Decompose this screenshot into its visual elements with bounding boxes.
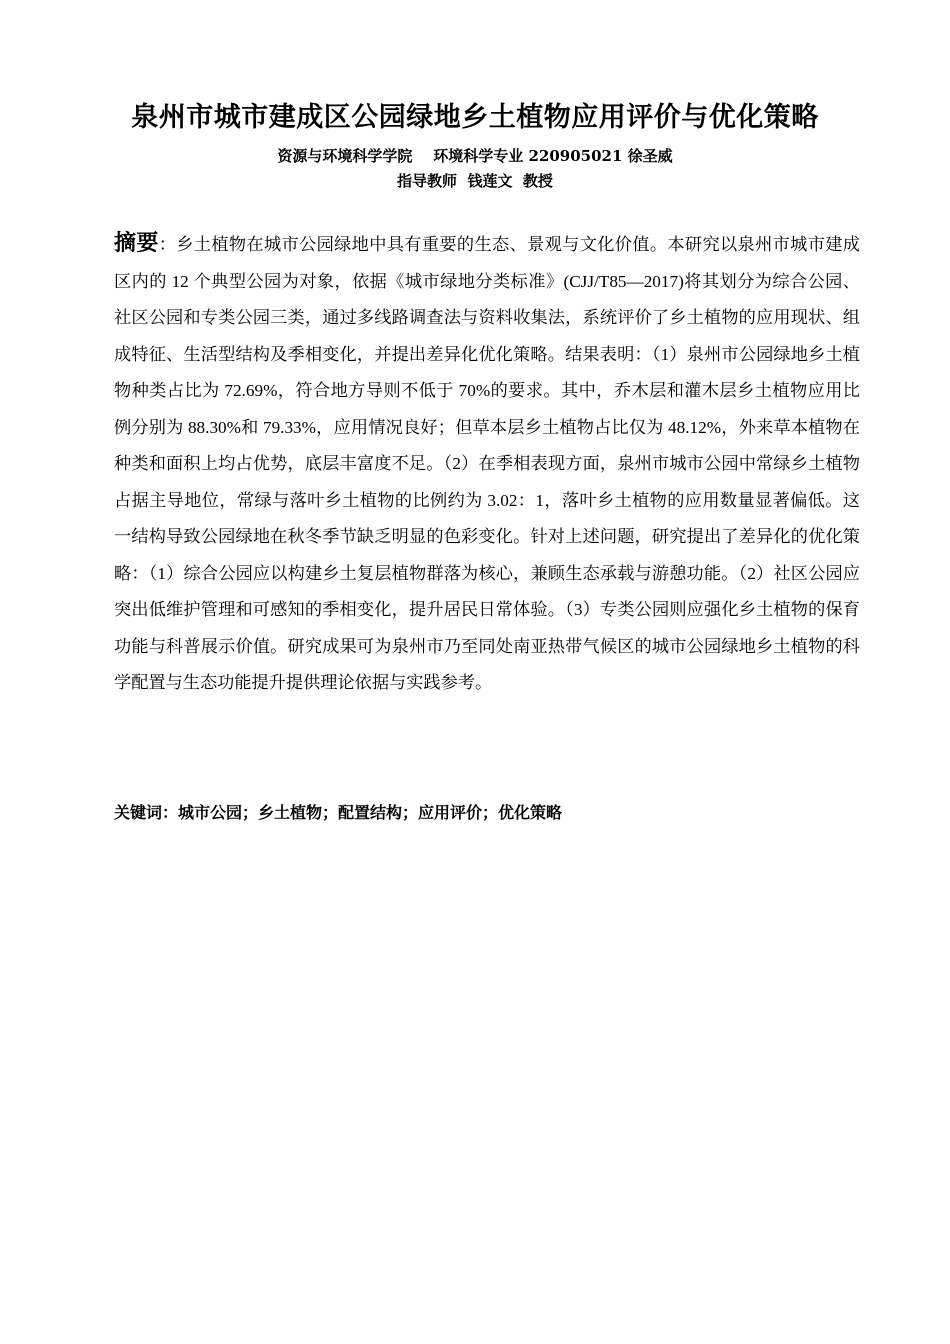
abstract-body: 乡土植物在城市公园绿地中具有重要的生态、景观与文化价值。本研究以泉州市城市建成区内的 12 个典型公园为对象，依据《城市绿地分类标准》(CJJ/T85—2017)将其划分为综合公园、社区公园和专类公园三类，通过多线路调查法与资料收集法，系统评价了乡土植物的应用现状、组成特征、生活型结构及季相变化，并提出差异化优化策略。结果表明：（1）泉州市公园绿地乡土植物种类占比为 72.69%，符合地方导则不低于 70%的要求。其中，乔木层和灌木层乡土植物应用比例分别为 88.30%和 79.33%，应用情况良好；但草本层乡土植物占比仅为 48.12%，外来草本植物在种类和面积上均占优势，底层丰富度不足。（2）在季相表现方面，泉州市城市公园中常绿乡土植物占据主导地位，常绿与落叶乡土植物的比例约为 3.02：1，落叶乡土植物的应用数量显著偏低。这一结构导致公园绿地在秋冬季节缺乏明显的色彩变化。针对上述问题，研究提出了差异化的优化策略：（1）综合公园应以构建乡土复层植物群落为核心，兼顾生态承载与游憩功能。（2）社区公园应突出低维护管理和可感知的季相变化，提升居民日常体验。（3）专类公园则应强化乡土植物的保育功能与科普展示价值。研究成果可为泉州市乃至同处南亚热带气候区的城市公园绿地乡土植物的科学配置与生态功能提升提供理论依据与实践参考。 <box>114 235 860 692</box>
abstract-heading: 摘要 <box>114 231 159 256</box>
keywords-line: 关键词：城市公园；乡土植物；配置结构；应用评价；优化策略 <box>114 803 563 822</box>
author-line: 资源与环境科学学院 环境科学专业 220905021 徐圣威 <box>277 147 673 165</box>
abstract-colon: ： <box>158 235 177 254</box>
abstract-paragraph <box>114 226 860 702</box>
paper-title: 泉州市城市建成区公园绿地乡土植物应用评价与优化策略 <box>131 102 819 133</box>
advisor-line: 指导教师 钱莲文 教授 <box>397 172 553 190</box>
